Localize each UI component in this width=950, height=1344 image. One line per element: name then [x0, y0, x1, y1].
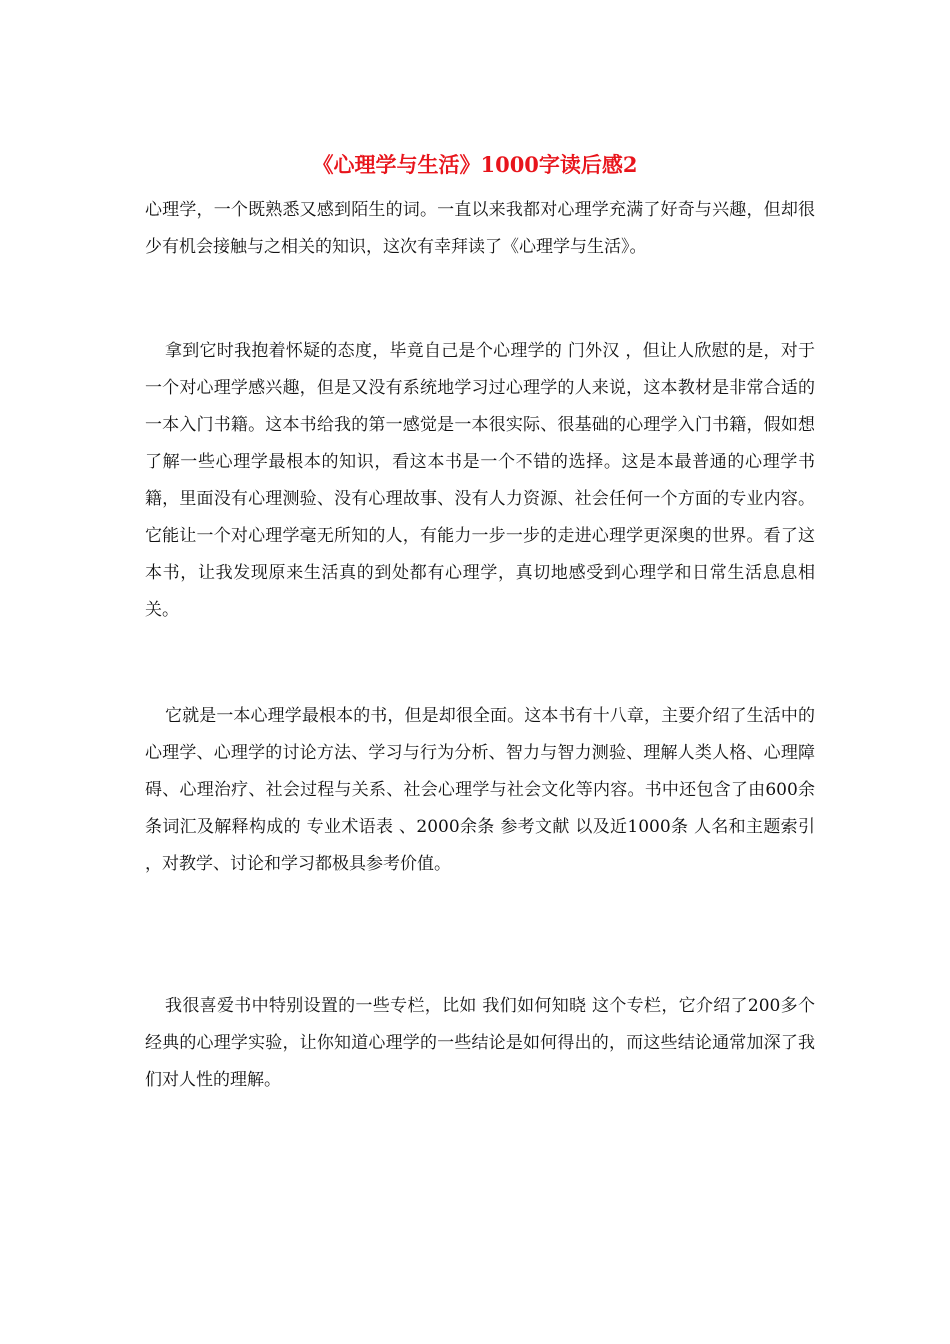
- paragraph-book-contents: 它就是一本心理学最根本的书，但是却很全面。这本书有十八章，主要介绍了生活中的心理学、心理学的讨论方法、学习与行为分析、智力与智力测验、理解人类人格、心理障碍、心理治疗、社会过程与关系、社会心理学与社会文化等内容。书中还包含了由600余条词汇及解释构成的 专业术语表 、2000余条 参考文献 以及近1000条 人名和主题索引 ，对教学、讨论和学习都极具参考价值。: [145, 706, 815, 874]
- paragraph-intro: 心理学，一个既熟悉又感到陌生的词。一直以来我都对心理学充满了好奇与兴趣，但却很少有机会接触与之相关的知识，这次有幸拜读了《心理学与生活》。: [145, 200, 815, 257]
- paragraph-special-columns: 我很喜爱书中特别设置的一些专栏，比如 我们如何知晓 这个专栏，它介绍了200多个经典的心理学实验，让你知道心理学的一些结论是如何得出的，而这些结论通常加深了我们对人性的理解。: [145, 996, 815, 1090]
- document-title: 《心理学与生活》1000字读后感2: [312, 152, 638, 177]
- paragraph-first-impression: 拿到它时我抱着怀疑的态度，毕竟自己是个心理学的 门外汉 ，但让人欣慰的是，对于一个对心理学感兴趣，但是又没有系统地学习过心理学的人来说，这本教材是非常合适的一本入门书籍。这本书给我的第一感觉是一本很实际、很基础的心理学入门书籍，假如想了解一些心理学最根本的知识，看这本书是一个不错的选择。这是本最普通的心理学书籍，里面没有心理测验、没有心理故事、没有人力资源、社会任何一个方面的专业内容。它能让一个对心理学毫无所知的人，有能力一步一步的走进心理学更深奥的世界。看了这本书，让我发现原来生活真的到处都有心理学，真切地感受到心理学和日常生活息息相关。: [145, 341, 815, 620]
